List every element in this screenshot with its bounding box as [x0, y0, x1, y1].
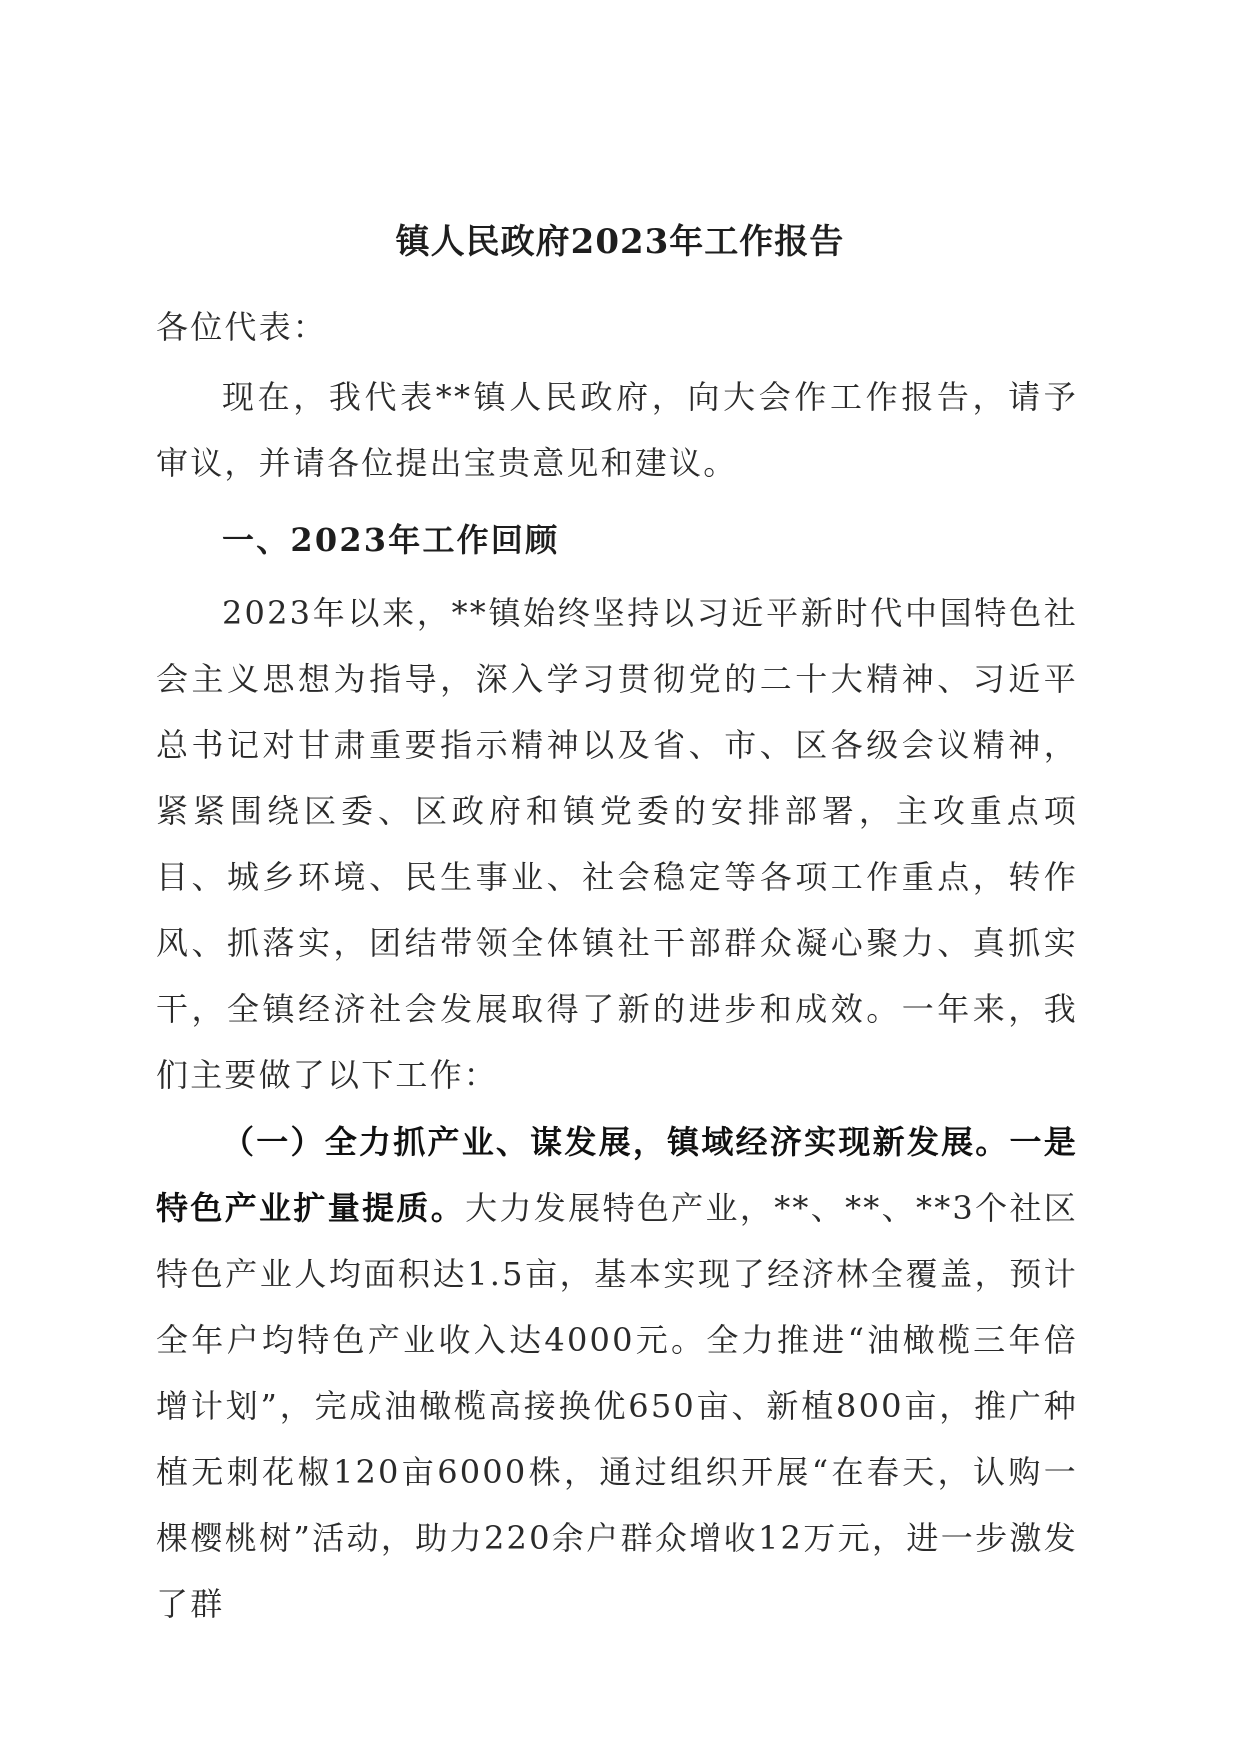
subsection-heading: （一）全力抓产业、谋发展，镇域经济实现新发展。	[222, 1123, 1010, 1161]
subsection-paragraph	[156, 1109, 1078, 1637]
point-body: 大力发展特色产业，**、**、**3个社区特色产业人均面积达1.5亩，基本实现了经济林全覆盖，预计全年户均特色产业收入达4000元。全力推进“油橄榄三年倍增计划”，完成油橄榄高接换优650亩、新植800亩，推广种植无刺花椒120亩6000株，通过组织开展“在春天，认购一棵樱桃树”活动，助力220余户群众增收12万元，进一步激发了群	[156, 1189, 1078, 1623]
salutation: 各位代表：	[156, 308, 328, 346]
point-title: 一是特色产业扩量提质。	[156, 1123, 1078, 1227]
review-paragraph: 2023年以来，**镇始终坚持以习近平新时代中国特色社会主义思想为指导，深入学习贯彻党的二十大精神、习近平总书记对甘肃重要指示精神以及省、市、区各级会议精神，紧紧围绕区委、区政府和镇党委的安排部署，主攻重点项目、城乡环境、民生事业、社会稳定等各项工作重点，转作风、抓落实，团结带领全体镇社干部群众凝心聚力、真抓实干，全镇经济社会发展取得了新的进步和成效。一年来，我们主要做了以下工作：	[156, 594, 1078, 1094]
section-heading: 一、2023年工作回顾	[222, 521, 560, 559]
intro-paragraph: 现在，我代表**镇人民政府，向大会作工作报告，请予审议，并请各位提出宝贵意见和建议。	[156, 378, 1078, 482]
document-title: 镇人民政府2023年工作报告	[395, 222, 845, 262]
